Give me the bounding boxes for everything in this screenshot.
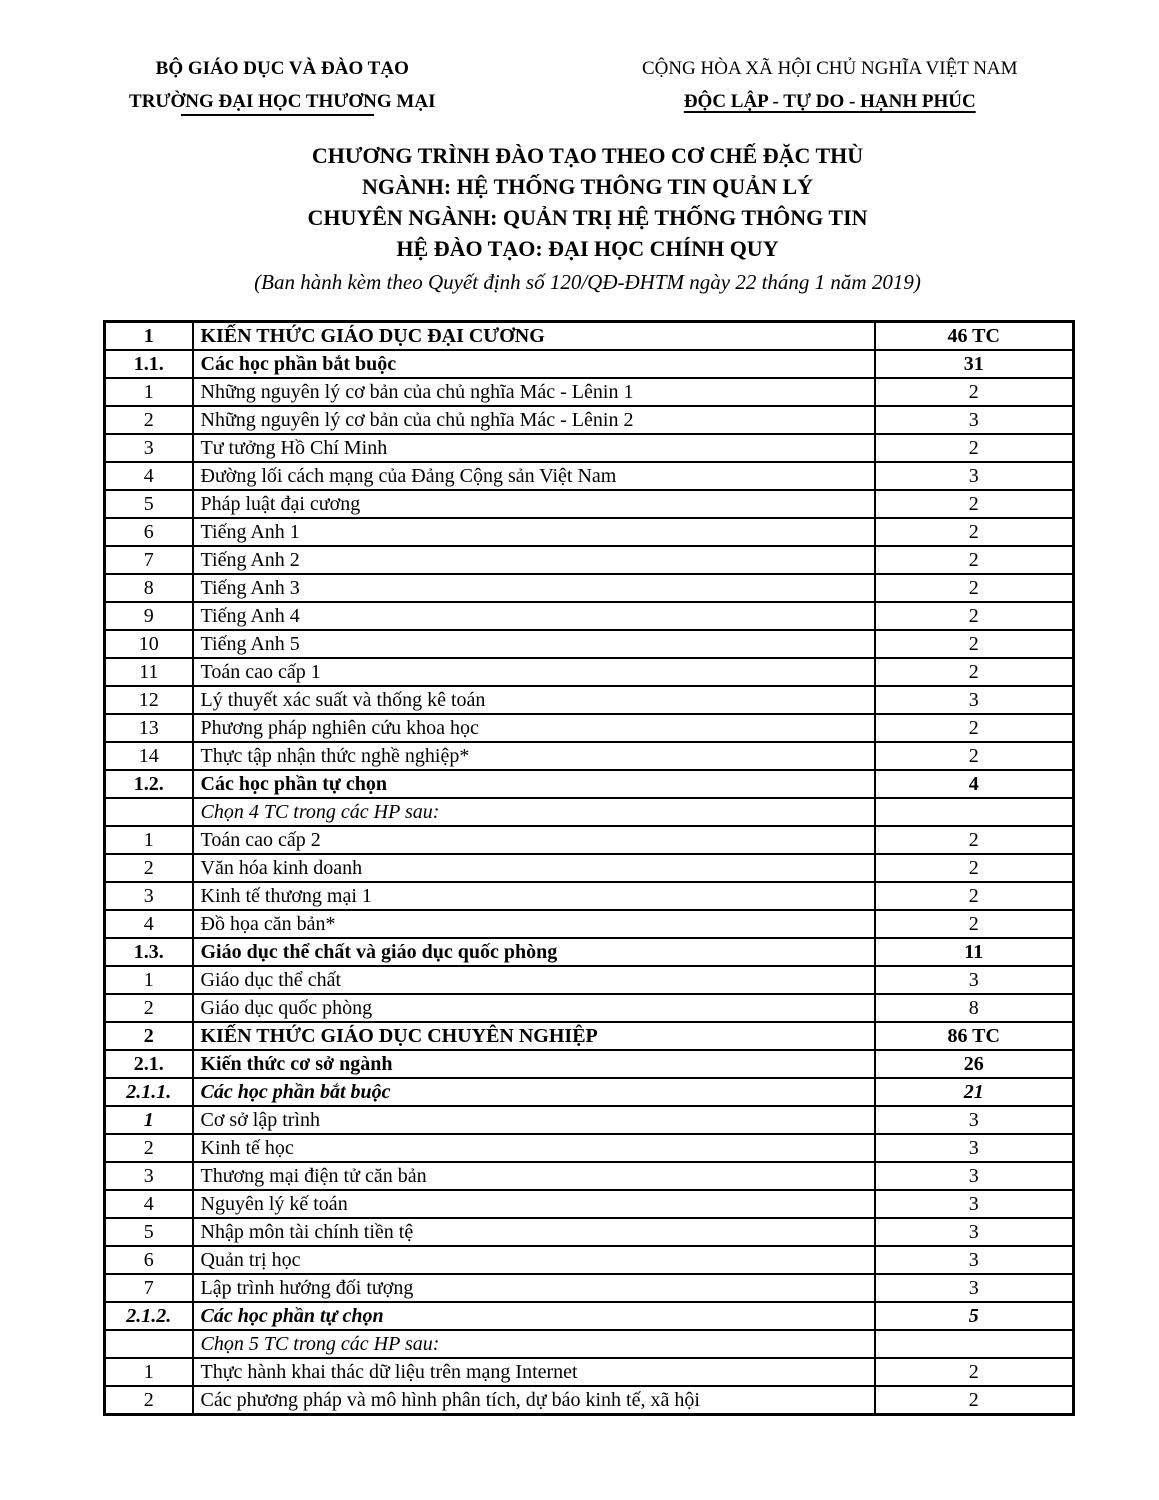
course-name-cell: Đồ họa căn bản*: [193, 910, 875, 938]
row-index-cell: 1.1.: [105, 350, 193, 378]
credits-cell: 26: [875, 1050, 1074, 1078]
credits-cell: 8: [875, 994, 1074, 1022]
row-index-cell: 6: [105, 518, 193, 546]
course-name-cell: Tiếng Anh 2: [193, 546, 875, 574]
credits-cell: 2: [875, 910, 1074, 938]
table-row: [105, 574, 1074, 602]
credits-cell: 2: [875, 630, 1074, 658]
row-index-cell: 4: [105, 462, 193, 490]
course-name-cell: Văn hóa kinh doanh: [193, 854, 875, 882]
table-row: [105, 490, 1074, 518]
credits-cell: 2: [875, 882, 1074, 910]
course-name-cell: Kiến thức cơ sở ngành: [193, 1050, 875, 1078]
header-right-block: [588, 52, 1073, 118]
row-index-cell: 12: [105, 686, 193, 714]
row-index-cell: 2: [105, 1386, 193, 1415]
credits-cell: 3: [875, 966, 1074, 994]
course-name-cell: Thực hành khai thác dữ liệu trên mạng Internet: [193, 1358, 875, 1386]
row-index-cell: 10: [105, 630, 193, 658]
row-index-cell: 3: [105, 434, 193, 462]
credits-cell: 11: [875, 938, 1074, 966]
table-row: [105, 1134, 1074, 1162]
row-index-cell: 2.1.1.: [105, 1078, 193, 1106]
row-index-cell: 6: [105, 1246, 193, 1274]
course-name-cell: Những nguyên lý cơ bản của chủ nghĩa Mác - Lênin 2: [193, 406, 875, 434]
course-name-cell: KIẾN THỨC GIÁO DỤC ĐẠI CƯƠNG: [193, 322, 875, 351]
row-index-cell: 1: [105, 1106, 193, 1134]
course-name-cell: Các học phần tự chọn: [193, 770, 875, 798]
row-index-cell: 1: [105, 826, 193, 854]
row-index-cell: 7: [105, 1274, 193, 1302]
table-row: [105, 378, 1074, 406]
course-name-cell: Giáo dục thể chất: [193, 966, 875, 994]
row-index-cell: 2: [105, 854, 193, 882]
credits-cell: [875, 1330, 1074, 1358]
table-row: [105, 1386, 1074, 1415]
credits-cell: 2: [875, 518, 1074, 546]
row-index-cell: 1: [105, 1358, 193, 1386]
course-name-cell: Tiếng Anh 5: [193, 630, 875, 658]
course-name-cell: Pháp luật đại cương: [193, 490, 875, 518]
credits-cell: [875, 798, 1074, 826]
table-row: [105, 882, 1074, 910]
credits-cell: 3: [875, 1106, 1074, 1134]
table-row: [105, 602, 1074, 630]
credits-cell: 2: [875, 826, 1074, 854]
table-row: [105, 938, 1074, 966]
credits-cell: 3: [875, 1274, 1074, 1302]
credits-cell: 3: [875, 1190, 1074, 1218]
row-index-cell: 1.2.: [105, 770, 193, 798]
credits-cell: 5: [875, 1302, 1074, 1330]
row-index-cell: 2: [105, 1134, 193, 1162]
credits-cell: 2: [875, 434, 1074, 462]
row-index-cell: 3: [105, 1162, 193, 1190]
table-row: [105, 1162, 1074, 1190]
table-row: [105, 1106, 1074, 1134]
table-row: [105, 1274, 1074, 1302]
row-index-cell: 4: [105, 910, 193, 938]
table-row: [105, 1022, 1074, 1050]
credits-cell: 3: [875, 1246, 1074, 1274]
university-name: TRƯỜNG ĐẠI HỌC THƯƠNG MẠI: [129, 85, 435, 118]
credits-cell: 2: [875, 602, 1074, 630]
row-index-cell: 2: [105, 994, 193, 1022]
course-name-cell: Thương mại điện tử căn bản: [193, 1162, 875, 1190]
course-name-cell: Cơ sở lập trình: [193, 1106, 875, 1134]
program-title: CHƯƠNG TRÌNH ĐÀO TẠO THEO CƠ CHẾ ĐẶC THÙ: [311, 143, 864, 168]
table-row: [105, 322, 1074, 351]
table-row: [105, 742, 1074, 770]
table-row: [105, 1302, 1074, 1330]
curriculum-table: [103, 320, 1075, 1416]
credits-cell: 2: [875, 742, 1074, 770]
table-row: [105, 1218, 1074, 1246]
row-index-cell: 2.1.: [105, 1050, 193, 1078]
course-name-cell: Quản trị học: [193, 1246, 875, 1274]
table-row: [105, 910, 1074, 938]
course-name-cell: Giáo dục quốc phòng: [193, 994, 875, 1022]
issuance-note: (Ban hành kèm theo Quyết định số 120/QĐ-ĐHTM ngày 22 tháng 1 năm 2019): [254, 270, 921, 294]
ministry-name: BỘ GIÁO DỤC VÀ ĐÀO TẠO: [155, 58, 409, 79]
course-name-cell: Kinh tế học: [193, 1134, 875, 1162]
course-name-cell: Kinh tế thương mại 1: [193, 882, 875, 910]
course-name-cell: Các phương pháp và mô hình phân tích, dự báo kinh tế, xã hội: [193, 1386, 875, 1415]
row-index-cell: 5: [105, 1218, 193, 1246]
row-index-cell: 2.1.2.: [105, 1302, 193, 1330]
major-line: NGÀNH: HỆ THỐNG THÔNG TIN QUẢN LÝ: [361, 174, 814, 199]
course-name-cell: Toán cao cấp 2: [193, 826, 875, 854]
row-index-cell: 2: [105, 406, 193, 434]
document-header: [103, 52, 1072, 118]
table-row: [105, 1190, 1074, 1218]
row-index-cell: 14: [105, 742, 193, 770]
row-index-cell: 1: [105, 966, 193, 994]
table-row: [105, 1358, 1074, 1386]
table-row: [105, 994, 1074, 1022]
title-block: [103, 140, 1072, 297]
table-row: [105, 854, 1074, 882]
national-motto: ĐỘC LẬP - TỰ DO - HẠNH PHÚC: [683, 91, 976, 112]
table-row: [105, 826, 1074, 854]
table-row: [105, 350, 1074, 378]
credits-cell: 3: [875, 686, 1074, 714]
table-row: [105, 462, 1074, 490]
table-row: [105, 518, 1074, 546]
row-index-cell: 1: [105, 322, 193, 351]
course-name-cell: Nhập môn tài chính tiền tệ: [193, 1218, 875, 1246]
row-index-cell: 1.3.: [105, 938, 193, 966]
row-index-cell: 13: [105, 714, 193, 742]
credits-cell: 2: [875, 546, 1074, 574]
course-name-cell: Tư tưởng Hồ Chí Minh: [193, 434, 875, 462]
education-system-line: HỆ ĐÀO TẠO: ĐẠI HỌC CHÍNH QUY: [396, 236, 779, 261]
credits-cell: 3: [875, 1134, 1074, 1162]
table-row: [105, 1246, 1074, 1274]
row-index-cell: [105, 1330, 193, 1358]
row-index-cell: 9: [105, 602, 193, 630]
row-index-cell: 11: [105, 658, 193, 686]
course-name-cell: Chọn 4 TC trong các HP sau:: [193, 798, 875, 826]
course-name-cell: Thực tập nhận thức nghề nghiệp*: [193, 742, 875, 770]
credits-cell: 2: [875, 854, 1074, 882]
course-name-cell: KIẾN THỨC GIÁO DỤC CHUYÊN NGHIỆP: [193, 1022, 875, 1050]
course-name-cell: Toán cao cấp 1: [193, 658, 875, 686]
row-index-cell: 7: [105, 546, 193, 574]
table-row: [105, 630, 1074, 658]
credits-cell: 2: [875, 490, 1074, 518]
course-name-cell: Tiếng Anh 1: [193, 518, 875, 546]
table-row: [105, 966, 1074, 994]
table-row: [105, 1330, 1074, 1358]
credits-cell: 2: [875, 1358, 1074, 1386]
row-index-cell: [105, 798, 193, 826]
course-name-cell: Chọn 5 TC trong các HP sau:: [193, 1330, 875, 1358]
credits-cell: 46 TC: [875, 322, 1074, 351]
course-name-cell: Phương pháp nghiên cứu khoa học: [193, 714, 875, 742]
course-name-cell: Lý thuyết xác suất và thống kê toán: [193, 686, 875, 714]
specialization-line: CHUYÊN NGÀNH: QUẢN TRỊ HỆ THỐNG THÔNG TIN: [307, 205, 868, 230]
course-name-cell: Tiếng Anh 3: [193, 574, 875, 602]
course-name-cell: Các học phần tự chọn: [193, 1302, 875, 1330]
course-name-cell: Những nguyên lý cơ bản của chủ nghĩa Mác - Lênin 1: [193, 378, 875, 406]
row-index-cell: 4: [105, 1190, 193, 1218]
credits-cell: 2: [875, 378, 1074, 406]
row-index-cell: 8: [105, 574, 193, 602]
course-name-cell: Giáo dục thể chất và giáo dục quốc phòng: [193, 938, 875, 966]
course-name-cell: Các học phần bắt buộc: [193, 350, 875, 378]
table-row: [105, 546, 1074, 574]
row-index-cell: 5: [105, 490, 193, 518]
table-row: [105, 770, 1074, 798]
table-row: [105, 714, 1074, 742]
credits-cell: 3: [875, 1218, 1074, 1246]
credits-cell: 3: [875, 406, 1074, 434]
credits-cell: 2: [875, 658, 1074, 686]
credits-cell: 2: [875, 574, 1074, 602]
credits-cell: 21: [875, 1078, 1074, 1106]
row-index-cell: 1: [105, 378, 193, 406]
course-name-cell: Đường lối cách mạng của Đảng Cộng sản Việt Nam: [193, 462, 875, 490]
table-row: [105, 798, 1074, 826]
course-name-cell: Tiếng Anh 4: [193, 602, 875, 630]
credits-cell: 2: [875, 714, 1074, 742]
credits-cell: 86 TC: [875, 1022, 1074, 1050]
credits-cell: 2: [875, 1386, 1074, 1415]
table-row: [105, 434, 1074, 462]
table-row: [105, 686, 1074, 714]
course-name-cell: Nguyên lý kế toán: [193, 1190, 875, 1218]
table-row: [105, 406, 1074, 434]
credits-cell: 3: [875, 1162, 1074, 1190]
row-index-cell: 2: [105, 1022, 193, 1050]
course-name-cell: Các học phần bắt buộc: [193, 1078, 875, 1106]
table-row: [105, 1050, 1074, 1078]
header-left-block: [103, 52, 462, 118]
republic-title: CỘNG HÒA XÃ HỘI CHỦ NGHĨA VIỆT NAM: [641, 58, 1018, 79]
credits-cell: 31: [875, 350, 1074, 378]
credits-cell: 4: [875, 770, 1074, 798]
table-row: [105, 658, 1074, 686]
course-name-cell: Lập trình hướng đối tượng: [193, 1274, 875, 1302]
row-index-cell: 3: [105, 882, 193, 910]
table-row: [105, 1078, 1074, 1106]
credits-cell: 3: [875, 462, 1074, 490]
curriculum-table-body: [105, 322, 1074, 1415]
